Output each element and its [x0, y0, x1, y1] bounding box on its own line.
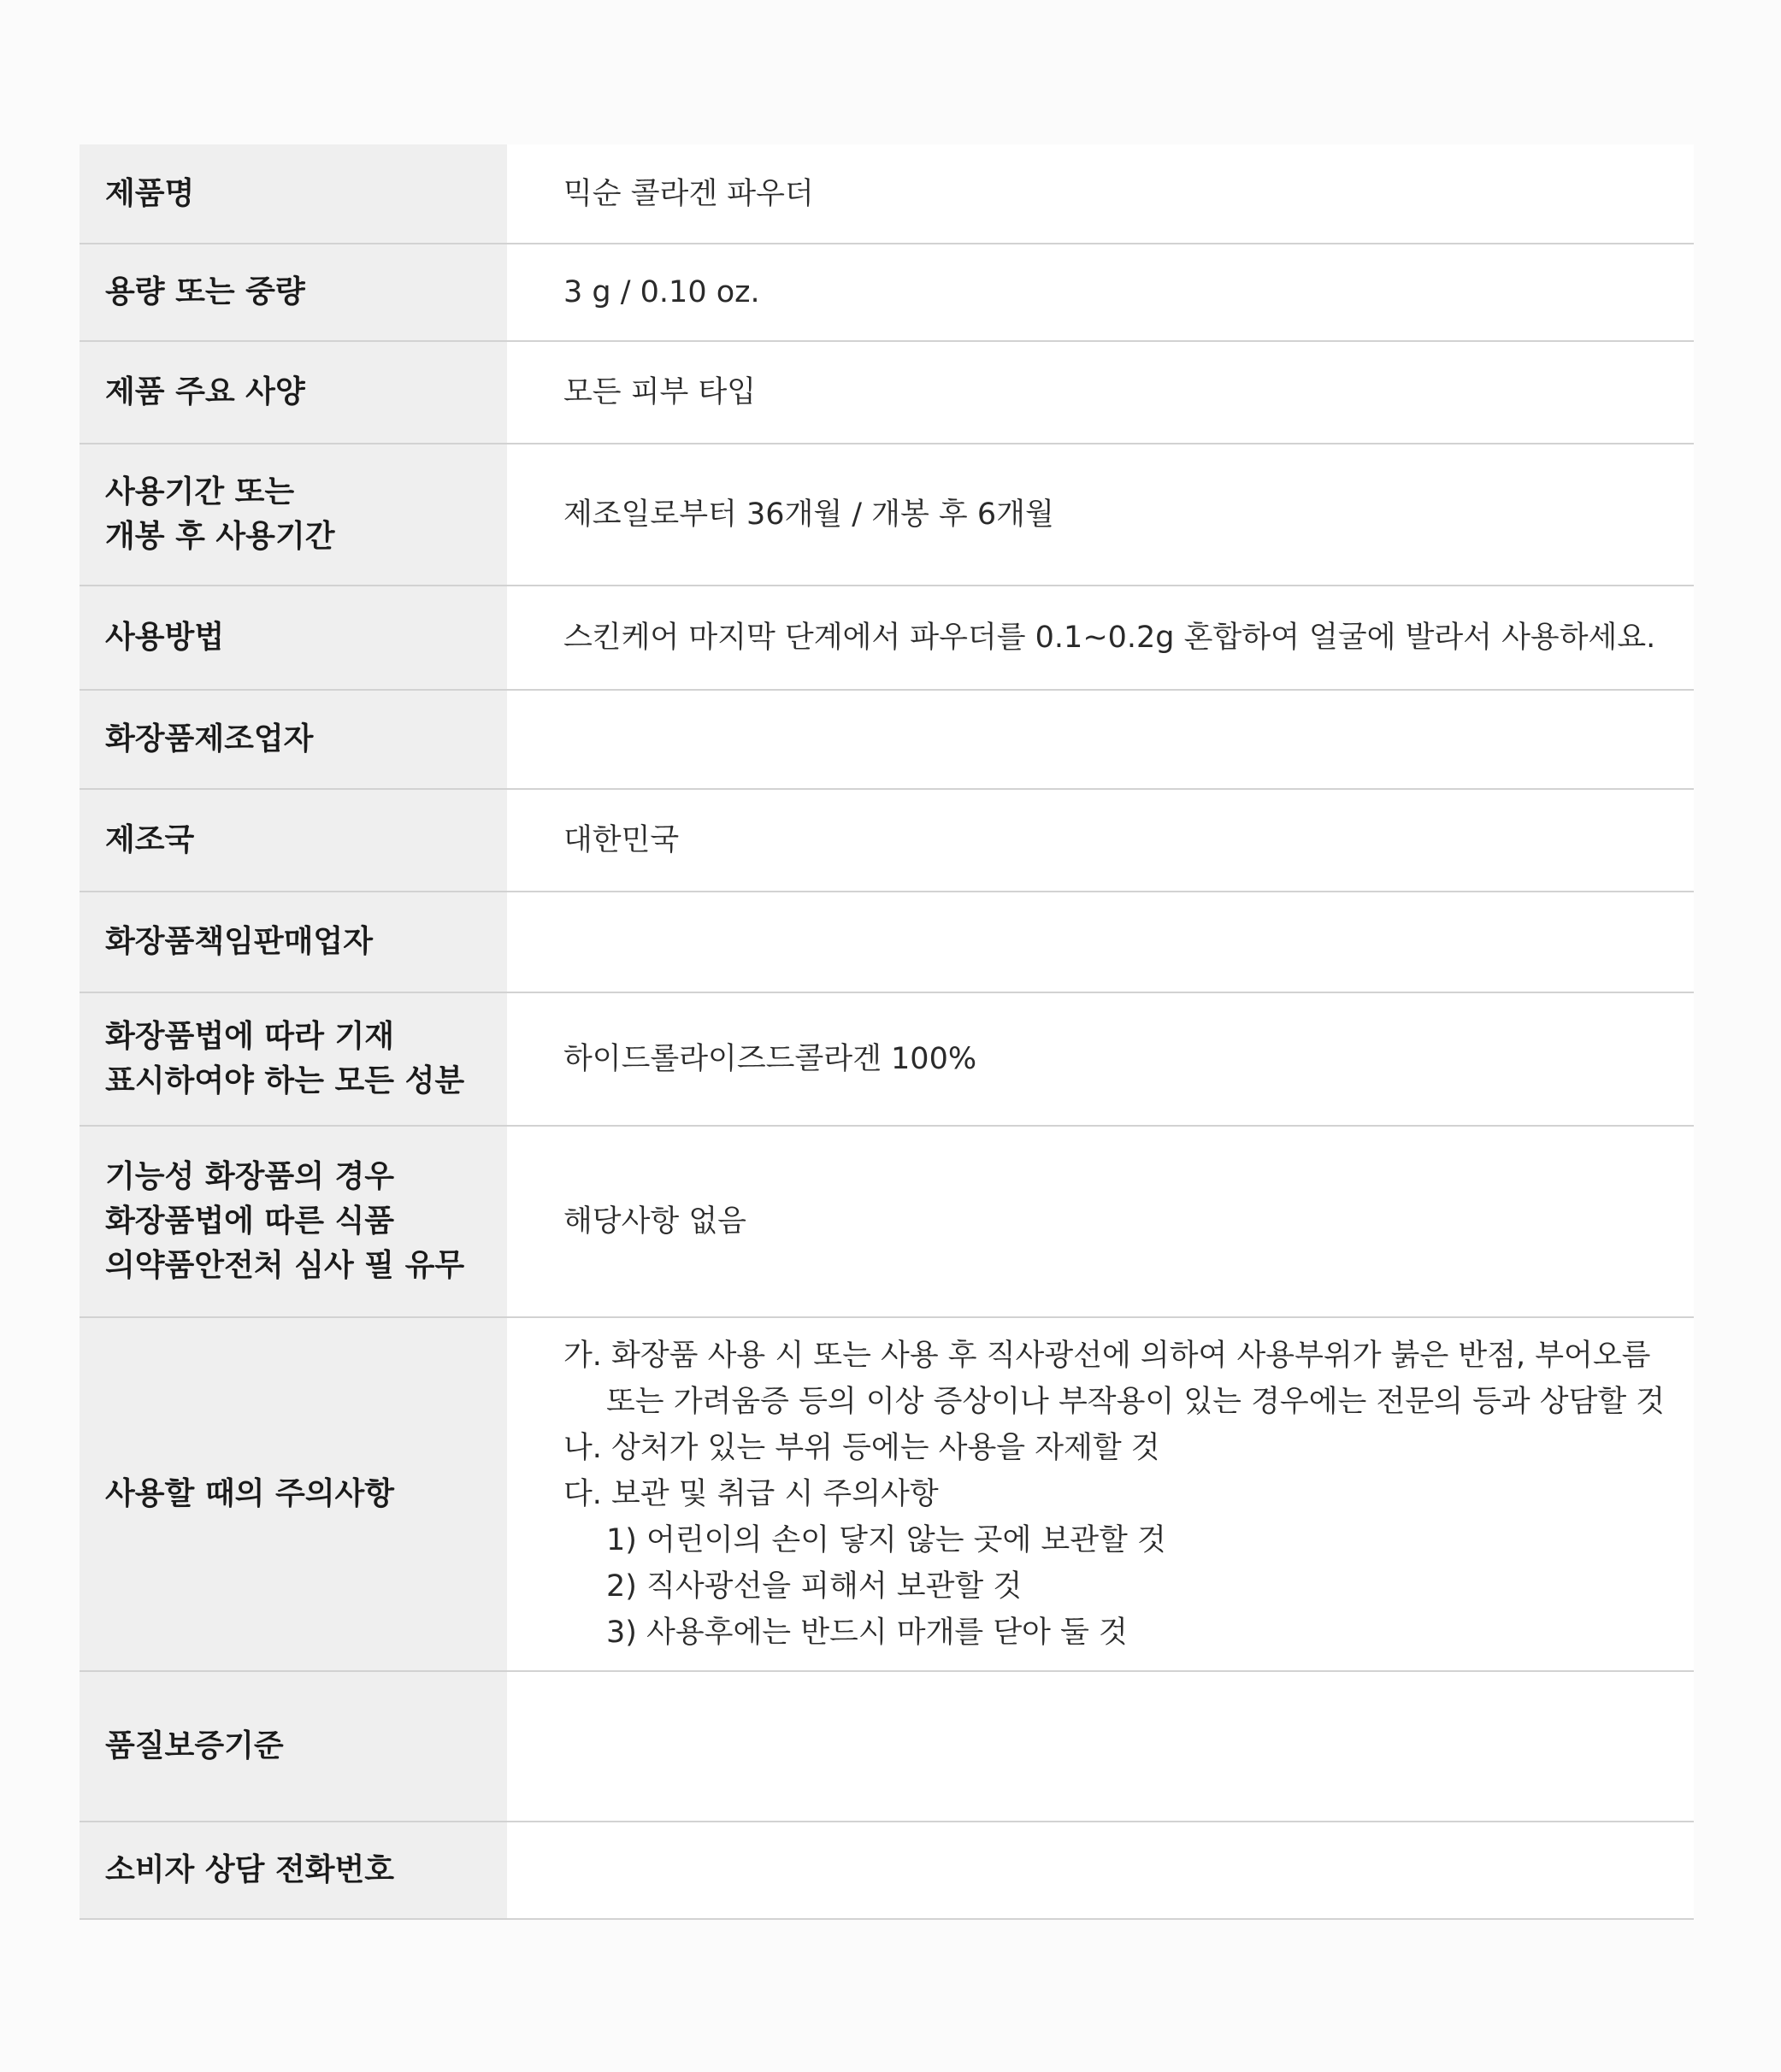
table-row — [80, 444, 1694, 586]
row-label — [80, 1126, 507, 1317]
table-row — [80, 789, 1694, 892]
caution-item: 나. 상처가 있는 부위 등에는 사용을 자제할 것 — [563, 1431, 1160, 1465]
label-text: 사용기간 또는 — [105, 474, 295, 509]
label-text: 화장품책임판매업자 — [105, 924, 373, 959]
row-value: 해당사항 없음 — [507, 1126, 1694, 1317]
row-value: 대한민국 — [507, 789, 1694, 892]
table-row — [80, 341, 1694, 444]
label-text: 제품 주요 사양 — [105, 374, 305, 409]
row-label — [80, 1822, 507, 1919]
label-text: 소비자 상담 전화번호 — [105, 1852, 395, 1887]
row-value: 모든 피부 타입 — [507, 341, 1694, 444]
caution-list — [507, 1317, 1694, 1671]
row-value — [507, 1671, 1694, 1822]
row-value — [507, 1822, 1694, 1919]
caution-item: 또는 가려움증 등의 이상 증상이나 부작용이 있는 경우에는 전문의 등과 상담할 것 — [606, 1385, 1666, 1419]
row-label — [80, 892, 507, 992]
label-text: 사용할 때의 주의사항 — [105, 1476, 395, 1511]
row-label — [80, 992, 507, 1126]
row-value: 믹순 콜라겐 파우더 — [507, 144, 1694, 244]
table-row — [80, 690, 1694, 789]
label-text: 품질보증기준 — [105, 1728, 284, 1763]
row-label — [80, 789, 507, 892]
row-value: 스킨케어 마지막 단계에서 파우더를 0.1~0.2g 혼합하여 얼굴에 발라서 사용하세요. — [507, 586, 1694, 690]
label-text: 화장품제조업자 — [105, 721, 314, 756]
label-text: 화장품법에 따라 기재 — [105, 1019, 395, 1054]
label-text: 기능성 화장품의 경우 — [105, 1159, 395, 1194]
label-text: 개봉 후 사용기간 — [105, 519, 335, 554]
label-text: 제조국 — [105, 822, 195, 857]
row-label — [80, 144, 507, 244]
table-row — [80, 992, 1694, 1126]
row-label — [80, 690, 507, 789]
table-row — [80, 892, 1694, 992]
row-label — [80, 1317, 507, 1671]
table-row — [80, 244, 1694, 341]
table-row — [80, 1671, 1694, 1822]
row-label — [80, 586, 507, 690]
caution-item: 3) 사용후에는 반드시 마개를 닫아 둘 것 — [606, 1616, 1128, 1650]
table-row — [80, 1317, 1694, 1671]
label-text: 용량 또는 중량 — [105, 274, 305, 309]
table-row — [80, 586, 1694, 690]
table-row — [80, 1126, 1694, 1317]
row-value: 제조일로부터 36개월 / 개봉 후 6개월 — [507, 444, 1694, 586]
caution-item: 2) 직사광선을 피해서 보관할 것 — [606, 1569, 1023, 1604]
product-info-table — [80, 144, 1694, 1920]
row-value: 하이드롤라이즈드콜라겐 100% — [507, 992, 1694, 1126]
caution-item: 1) 어린이의 손이 닿지 않는 곳에 보관할 것 — [606, 1523, 1166, 1557]
row-label — [80, 244, 507, 341]
row-label — [80, 1671, 507, 1822]
row-value — [507, 892, 1694, 992]
caution-item: 다. 보관 및 취급 시 주의사항 — [563, 1477, 939, 1511]
table-row — [80, 144, 1694, 244]
caution-item: 가. 화장품 사용 시 또는 사용 후 직사광선에 의하여 사용부위가 붉은 반점, 부어오름 — [563, 1339, 1651, 1373]
label-text: 의약품안전처 심사 필 유무 — [105, 1248, 465, 1283]
table-row — [80, 1822, 1694, 1919]
row-value — [507, 690, 1694, 789]
row-value: 3 g / 0.10 oz. — [507, 244, 1694, 341]
label-text: 제품명 — [105, 175, 195, 211]
label-text: 사용방법 — [105, 620, 225, 655]
row-label — [80, 341, 507, 444]
row-label — [80, 444, 507, 586]
label-text: 화장품법에 따른 식품 — [105, 1204, 395, 1239]
label-text: 표시하여야 하는 모든 성분 — [105, 1063, 465, 1098]
